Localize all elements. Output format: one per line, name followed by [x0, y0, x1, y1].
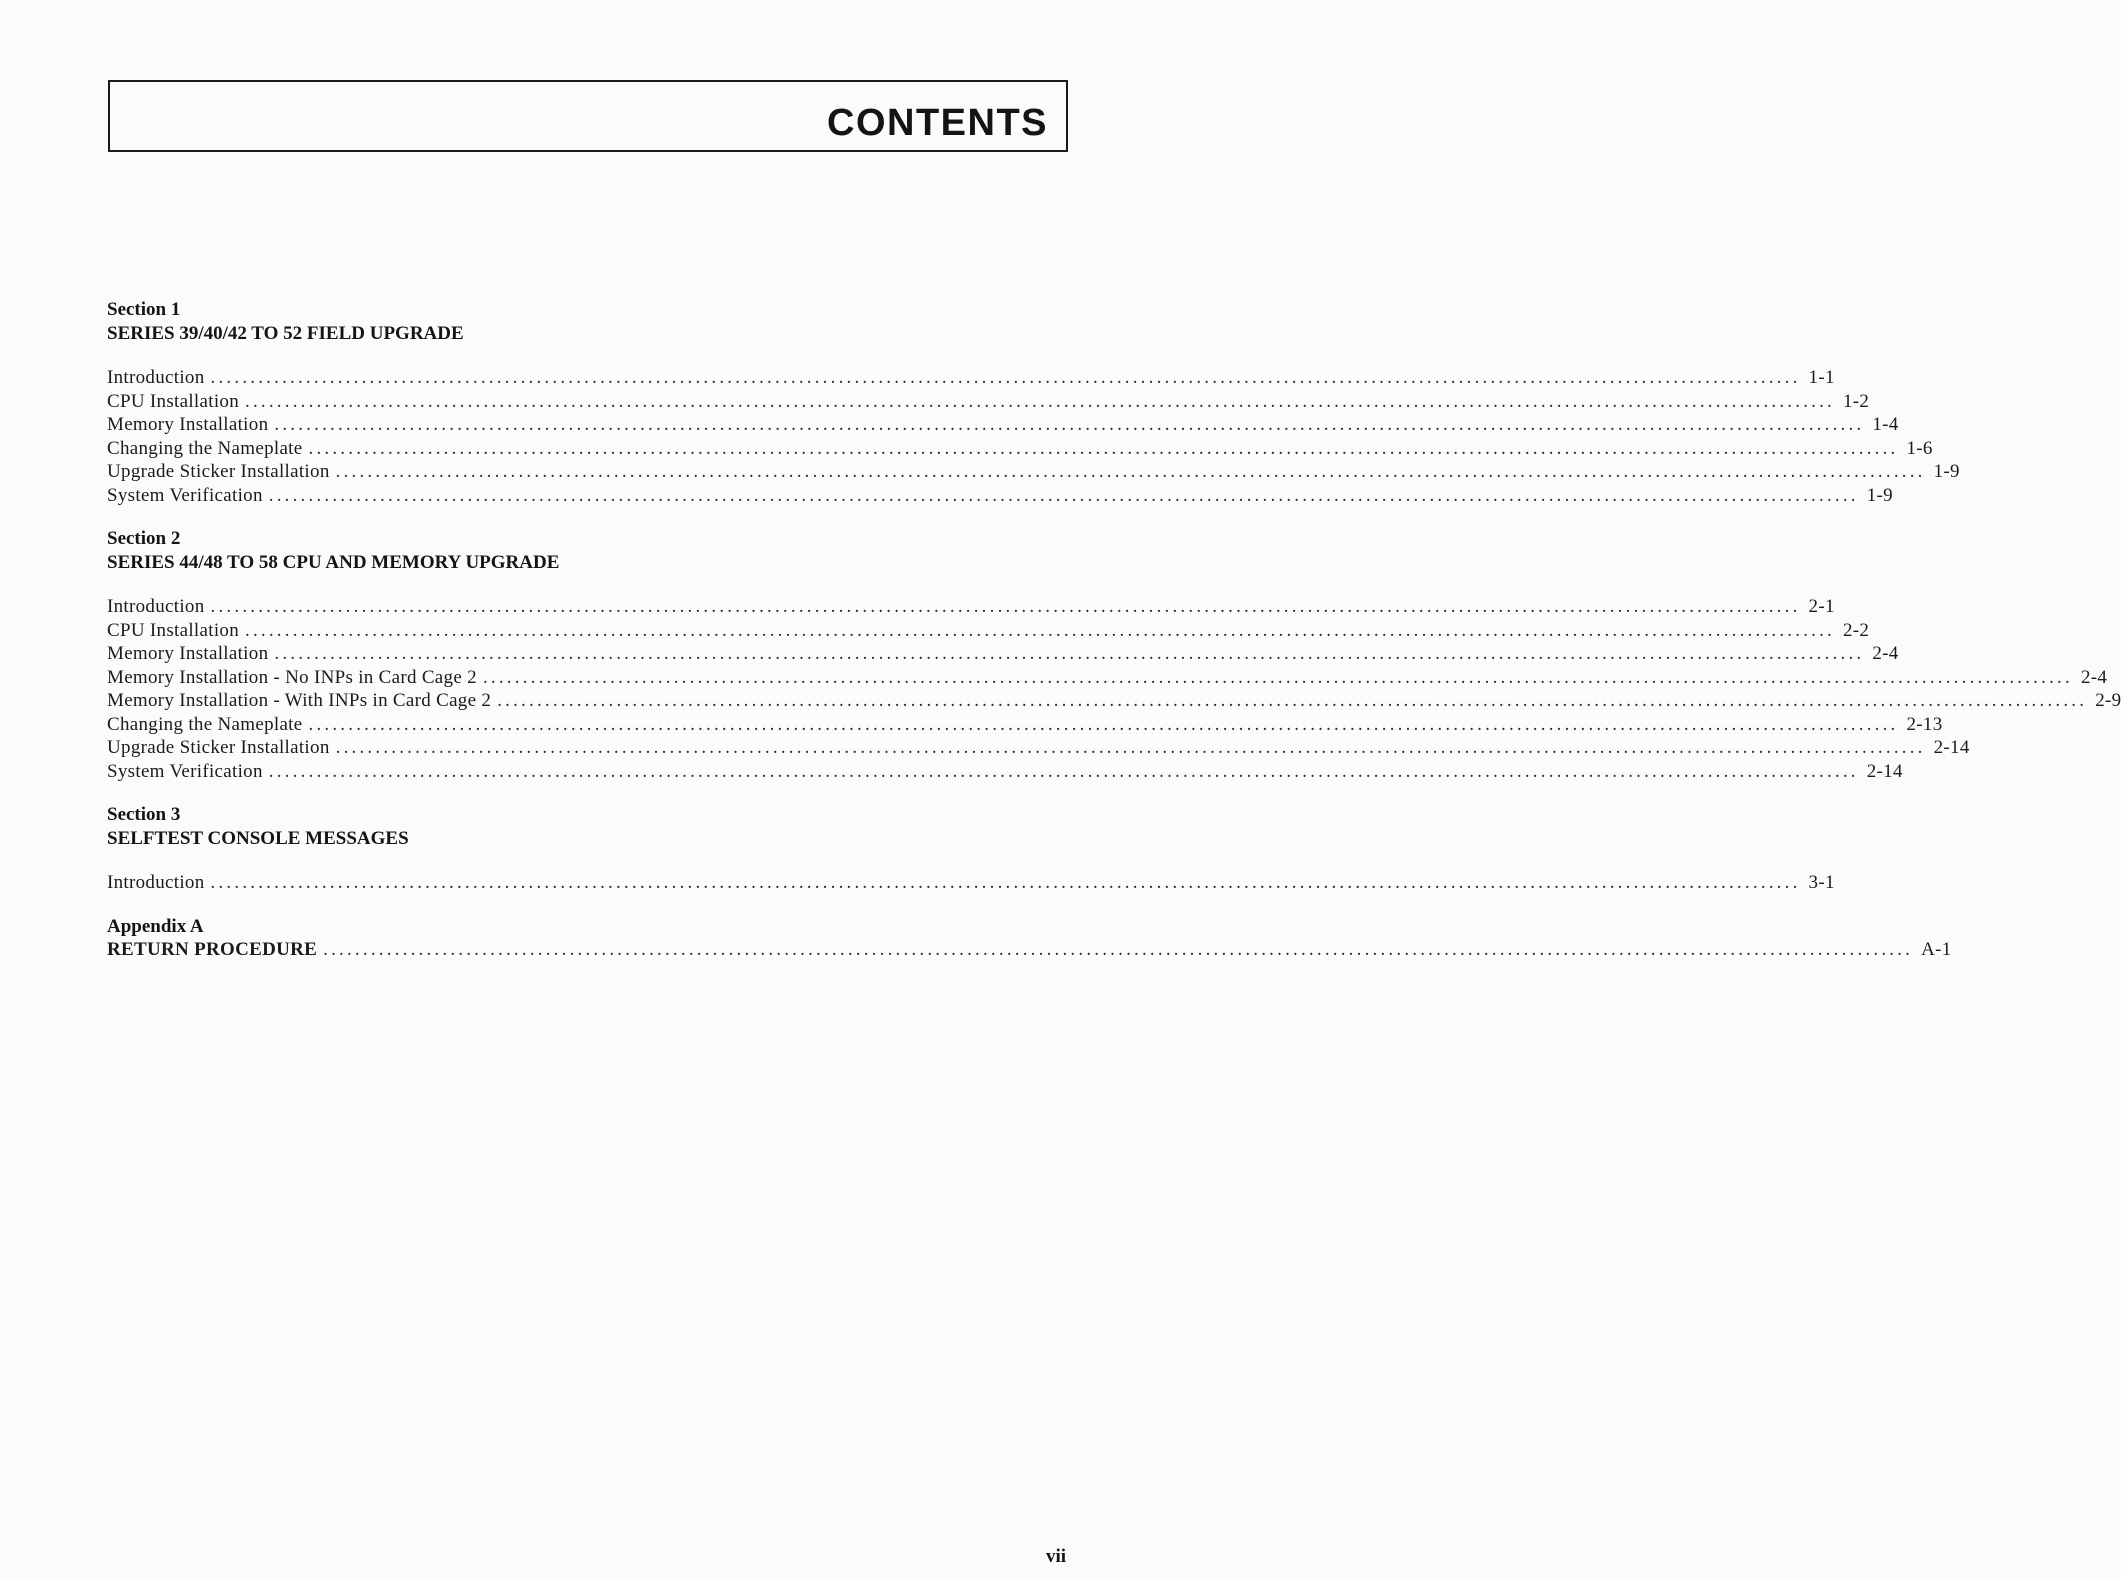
- toc-entry-title: Introduction: [107, 367, 205, 388]
- appendix-page: A-1: [1921, 939, 1952, 960]
- toc-entry[interactable]: [107, 871, 1835, 895]
- toc-entry-appendix[interactable]: [107, 938, 1952, 962]
- toc-entry[interactable]: [107, 413, 1899, 437]
- toc-entry[interactable]: [107, 484, 1893, 508]
- section-label: Section 1: [107, 299, 181, 320]
- toc-entry-title: Introduction: [107, 596, 205, 617]
- toc-entry-title: CPU Installation: [107, 619, 239, 641]
- section-label: Section 2: [107, 528, 181, 549]
- page-number: vii: [1045, 1546, 1066, 1567]
- dot-leader: ........................................................................................................................................................................................................: [497, 690, 2088, 711]
- toc-entry-page: 2-2: [1843, 619, 1870, 641]
- appendix-label: Appendix A: [107, 915, 204, 937]
- toc-entry-title: Upgrade Sticker Installation: [107, 461, 330, 482]
- dot-leader: ........................................................................................................................................................................................................: [268, 484, 1859, 506]
- toc-entry-page: 1-9: [1866, 484, 1893, 506]
- dot-leader: ........................................................................................................................................................................................................: [323, 939, 1914, 960]
- dot-leader: ........................................................................................................................................................................................................: [308, 437, 1899, 459]
- dot-leader: ........................................................................................................................................................................................................: [274, 643, 1865, 664]
- toc-entry-title: System Verification: [107, 760, 263, 782]
- toc-entry-page: 2-14: [1933, 737, 1970, 758]
- toc-entry-page: 3-1: [1808, 872, 1835, 893]
- dot-leader: ........................................................................................................................................................................................................: [245, 390, 1835, 412]
- section-heading: SELFTEST CONSOLE MESSAGES: [107, 827, 409, 849]
- toc-entry-page: 2-13: [1906, 713, 1943, 735]
- toc-entry-page: 2-1: [1808, 596, 1835, 617]
- toc-entry[interactable]: [107, 736, 1970, 760]
- toc-entry-page: 2-4: [2080, 666, 2108, 688]
- toc-section-1: [107, 298, 1960, 507]
- contents-title-box: [108, 80, 1068, 152]
- toc-entry-title: CPU Installation: [107, 390, 239, 412]
- dot-leader: ........................................................................................................................................................................................................: [482, 666, 2073, 688]
- toc-entry[interactable]: [107, 666, 2108, 690]
- section-label: Section 3: [107, 804, 181, 825]
- toc-entry-page: 1-4: [1872, 414, 1899, 435]
- toc-entry-title: Memory Installation: [107, 643, 269, 664]
- appendix-title: RETURN PROCEDURE: [107, 939, 318, 960]
- toc-entry[interactable]: [107, 390, 1870, 414]
- toc-section-3: [107, 803, 1835, 895]
- dot-leader: ........................................................................................................................................................................................................: [268, 760, 1859, 782]
- toc-entry-page: 2-9: [2095, 690, 2121, 711]
- toc-entry-page: 1-9: [1933, 461, 1960, 482]
- toc-entry-page: 1-1: [1808, 367, 1835, 388]
- toc-entry-title: Memory Installation: [107, 414, 269, 435]
- table-of-contents: [107, 298, 2121, 982]
- toc-entry-page: 1-6: [1906, 437, 1933, 459]
- dot-leader: ........................................................................................................................................................................................................: [308, 713, 1899, 735]
- toc-appendix-a: [107, 915, 1952, 962]
- dot-leader: ........................................................................................................................................................................................................: [210, 596, 1801, 617]
- toc-entry-page: 2-14: [1866, 760, 1903, 782]
- toc-entry[interactable]: [107, 642, 1899, 666]
- toc-entry[interactable]: [107, 437, 1933, 461]
- toc-entry[interactable]: [107, 595, 1835, 619]
- dot-leader: ........................................................................................................................................................................................................: [274, 414, 1865, 435]
- dot-leader: ........................................................................................................................................................................................................: [245, 619, 1835, 641]
- toc-entry[interactable]: [107, 460, 1960, 484]
- toc-entry-title: Memory Installation - With INPs in Card Cage 2: [107, 690, 492, 711]
- section-heading: SERIES 39/40/42 TO 52 FIELD UPGRADE: [107, 322, 464, 344]
- toc-entry-title: Memory Installation - No INPs in Card Cage 2: [107, 666, 477, 688]
- toc-entry[interactable]: [107, 366, 1835, 390]
- toc-entry-title: Changing the Nameplate: [107, 437, 303, 459]
- toc-entry-title: Upgrade Sticker Installation: [107, 737, 330, 758]
- page-title: CONTENTS: [827, 102, 1048, 144]
- toc-entry[interactable]: [107, 760, 1903, 784]
- dot-leader: ........................................................................................................................................................................................................: [335, 461, 1926, 482]
- section-heading: SERIES 44/48 TO 58 CPU AND MEMORY UPGRADE: [107, 551, 560, 573]
- dot-leader: ........................................................................................................................................................................................................: [335, 737, 1926, 758]
- toc-entry-title: Introduction: [107, 872, 205, 893]
- toc-entry-title: System Verification: [107, 484, 263, 506]
- dot-leader: ........................................................................................................................................................................................................: [210, 872, 1801, 893]
- toc-entry[interactable]: [107, 713, 1943, 737]
- toc-entry-page: 1-2: [1843, 390, 1870, 412]
- dot-leader: ........................................................................................................................................................................................................: [210, 367, 1801, 388]
- toc-section-2: [107, 527, 2121, 783]
- toc-entry-title: Changing the Nameplate: [107, 713, 303, 735]
- toc-entry[interactable]: [107, 619, 1870, 643]
- toc-entry-page: 2-4: [1872, 643, 1899, 664]
- toc-entry[interactable]: [107, 689, 2121, 713]
